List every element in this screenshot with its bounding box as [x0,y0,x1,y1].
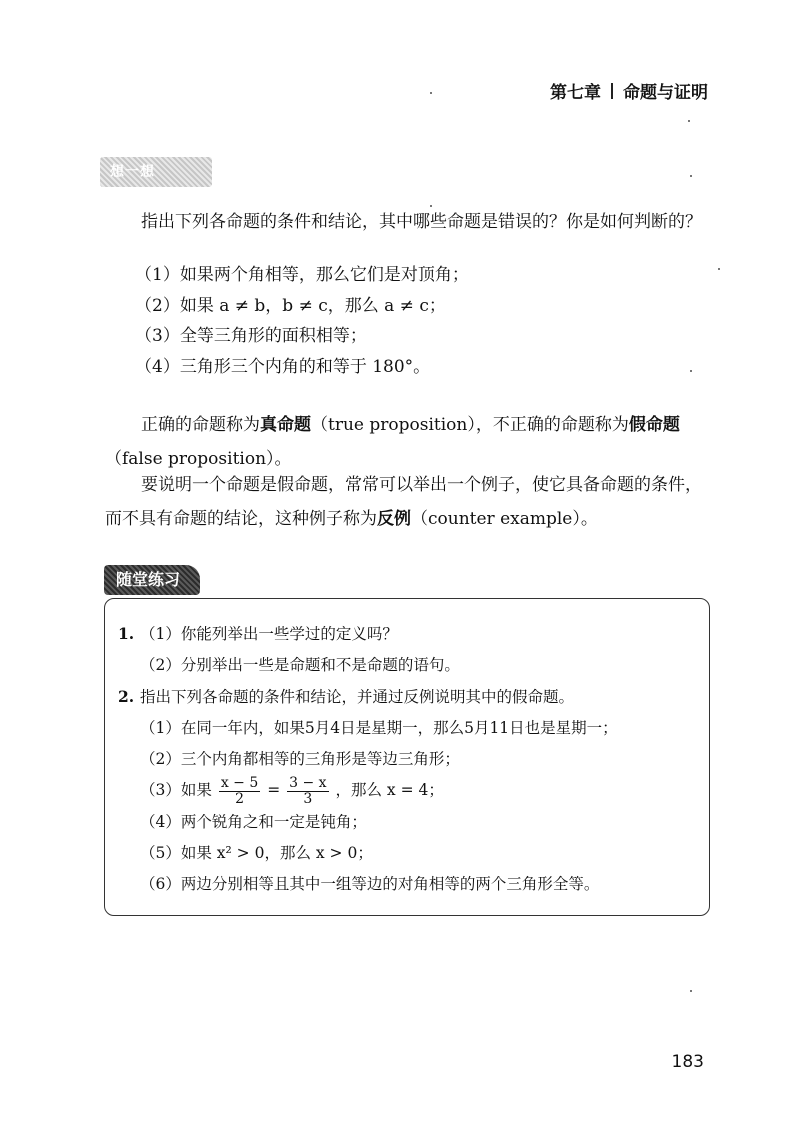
chapter-label: 第七章 [550,83,601,103]
exercise-number: 2. [118,687,135,706]
counterexample-term: 反例 [377,509,411,529]
counterexample-text: 要说明一个命题是假命题，常常可以举出一个例子，使它具备命题的条件，而不具有命题的结论，这种例子称为 [105,475,702,529]
section-badge: 想一想 [100,157,212,187]
scan-speck [718,268,720,270]
exercise-text: （3）如果 [140,781,212,799]
exercise-list [118,618,698,900]
exercise-subitem: （2）分别举出一些是命题和不是命题的语句。 [140,656,460,674]
definition-text: 正确的命题称为 [141,415,260,435]
fraction-denominator: 3 [303,790,313,807]
scan-speck [430,205,432,207]
fraction [219,776,260,807]
exercise-text: ，那么 x = 4； [335,781,444,799]
proposition-item: （4）三角形三个内角的和等于 180°。 [135,356,431,377]
page-number: 183 [671,1052,704,1072]
exercise-subitem: （1）在同一年内，如果5月4日是星期一，那么5月11日也是星期一； [140,719,618,737]
proposition-item: （2）如果 a ≠ b，b ≠ c，那么 a ≠ c； [135,295,446,316]
definition-paragraph [105,408,715,476]
exercise-item [118,618,698,650]
proposition-item: （1）如果两个角相等，那么它们是对顶角； [135,265,469,285]
intro-paragraph: 指出下列各命题的条件和结论，其中哪些命题是错误的？你是如何判断的？ [141,212,702,232]
false-proposition-term: 假命题 [628,415,680,435]
scan-speck [430,92,432,94]
proposition-list [135,260,695,382]
fraction-numerator: 3 − x [289,774,327,791]
scan-speck [690,370,692,372]
definition-text: （false proposition）。 [105,449,292,469]
true-proposition-term: 真命题 [260,415,311,435]
counterexample-paragraph [105,468,715,536]
exercise-subitem: （5）如果 x² > 0，那么 x > 0； [140,843,373,862]
exercise-item [118,681,698,713]
exercise-badge: 随堂练习 [104,565,200,595]
exercise-subitem: （2）三个内角都相等的三角形是等边三角形； [140,750,460,768]
fraction-denominator: 2 [235,790,244,807]
exercise-number: 1. [118,624,135,643]
exercise-subitem: （6）两边分别相等且其中一组等边的对角相等的两个三角形全等。 [140,874,600,893]
chapter-title: 命题与证明 [623,83,708,103]
fraction [287,776,328,807]
equals-sign: = [267,781,281,799]
running-head [550,78,708,103]
exercise-subitem-equation [118,775,698,807]
scan-speck [688,120,690,122]
proposition-item: （3）全等三角形的面积相等； [135,326,367,346]
header-divider [611,83,613,99]
scan-speck [690,175,692,177]
definition-text: （true proposition），不正确的命题称为 [311,415,629,435]
exercise-text: 指出下列各命题的条件和结论，并通过反例说明其中的假命题。 [140,688,575,706]
exercise-text: （1）你能列举出一些学过的定义吗？ [140,625,398,643]
scan-speck [690,990,692,992]
counterexample-text: （counter example）。 [411,509,598,529]
exercise-subitem: （4）两个锐角之和一定是钝角； [140,812,367,831]
fraction-numerator: x − 5 [220,774,259,791]
